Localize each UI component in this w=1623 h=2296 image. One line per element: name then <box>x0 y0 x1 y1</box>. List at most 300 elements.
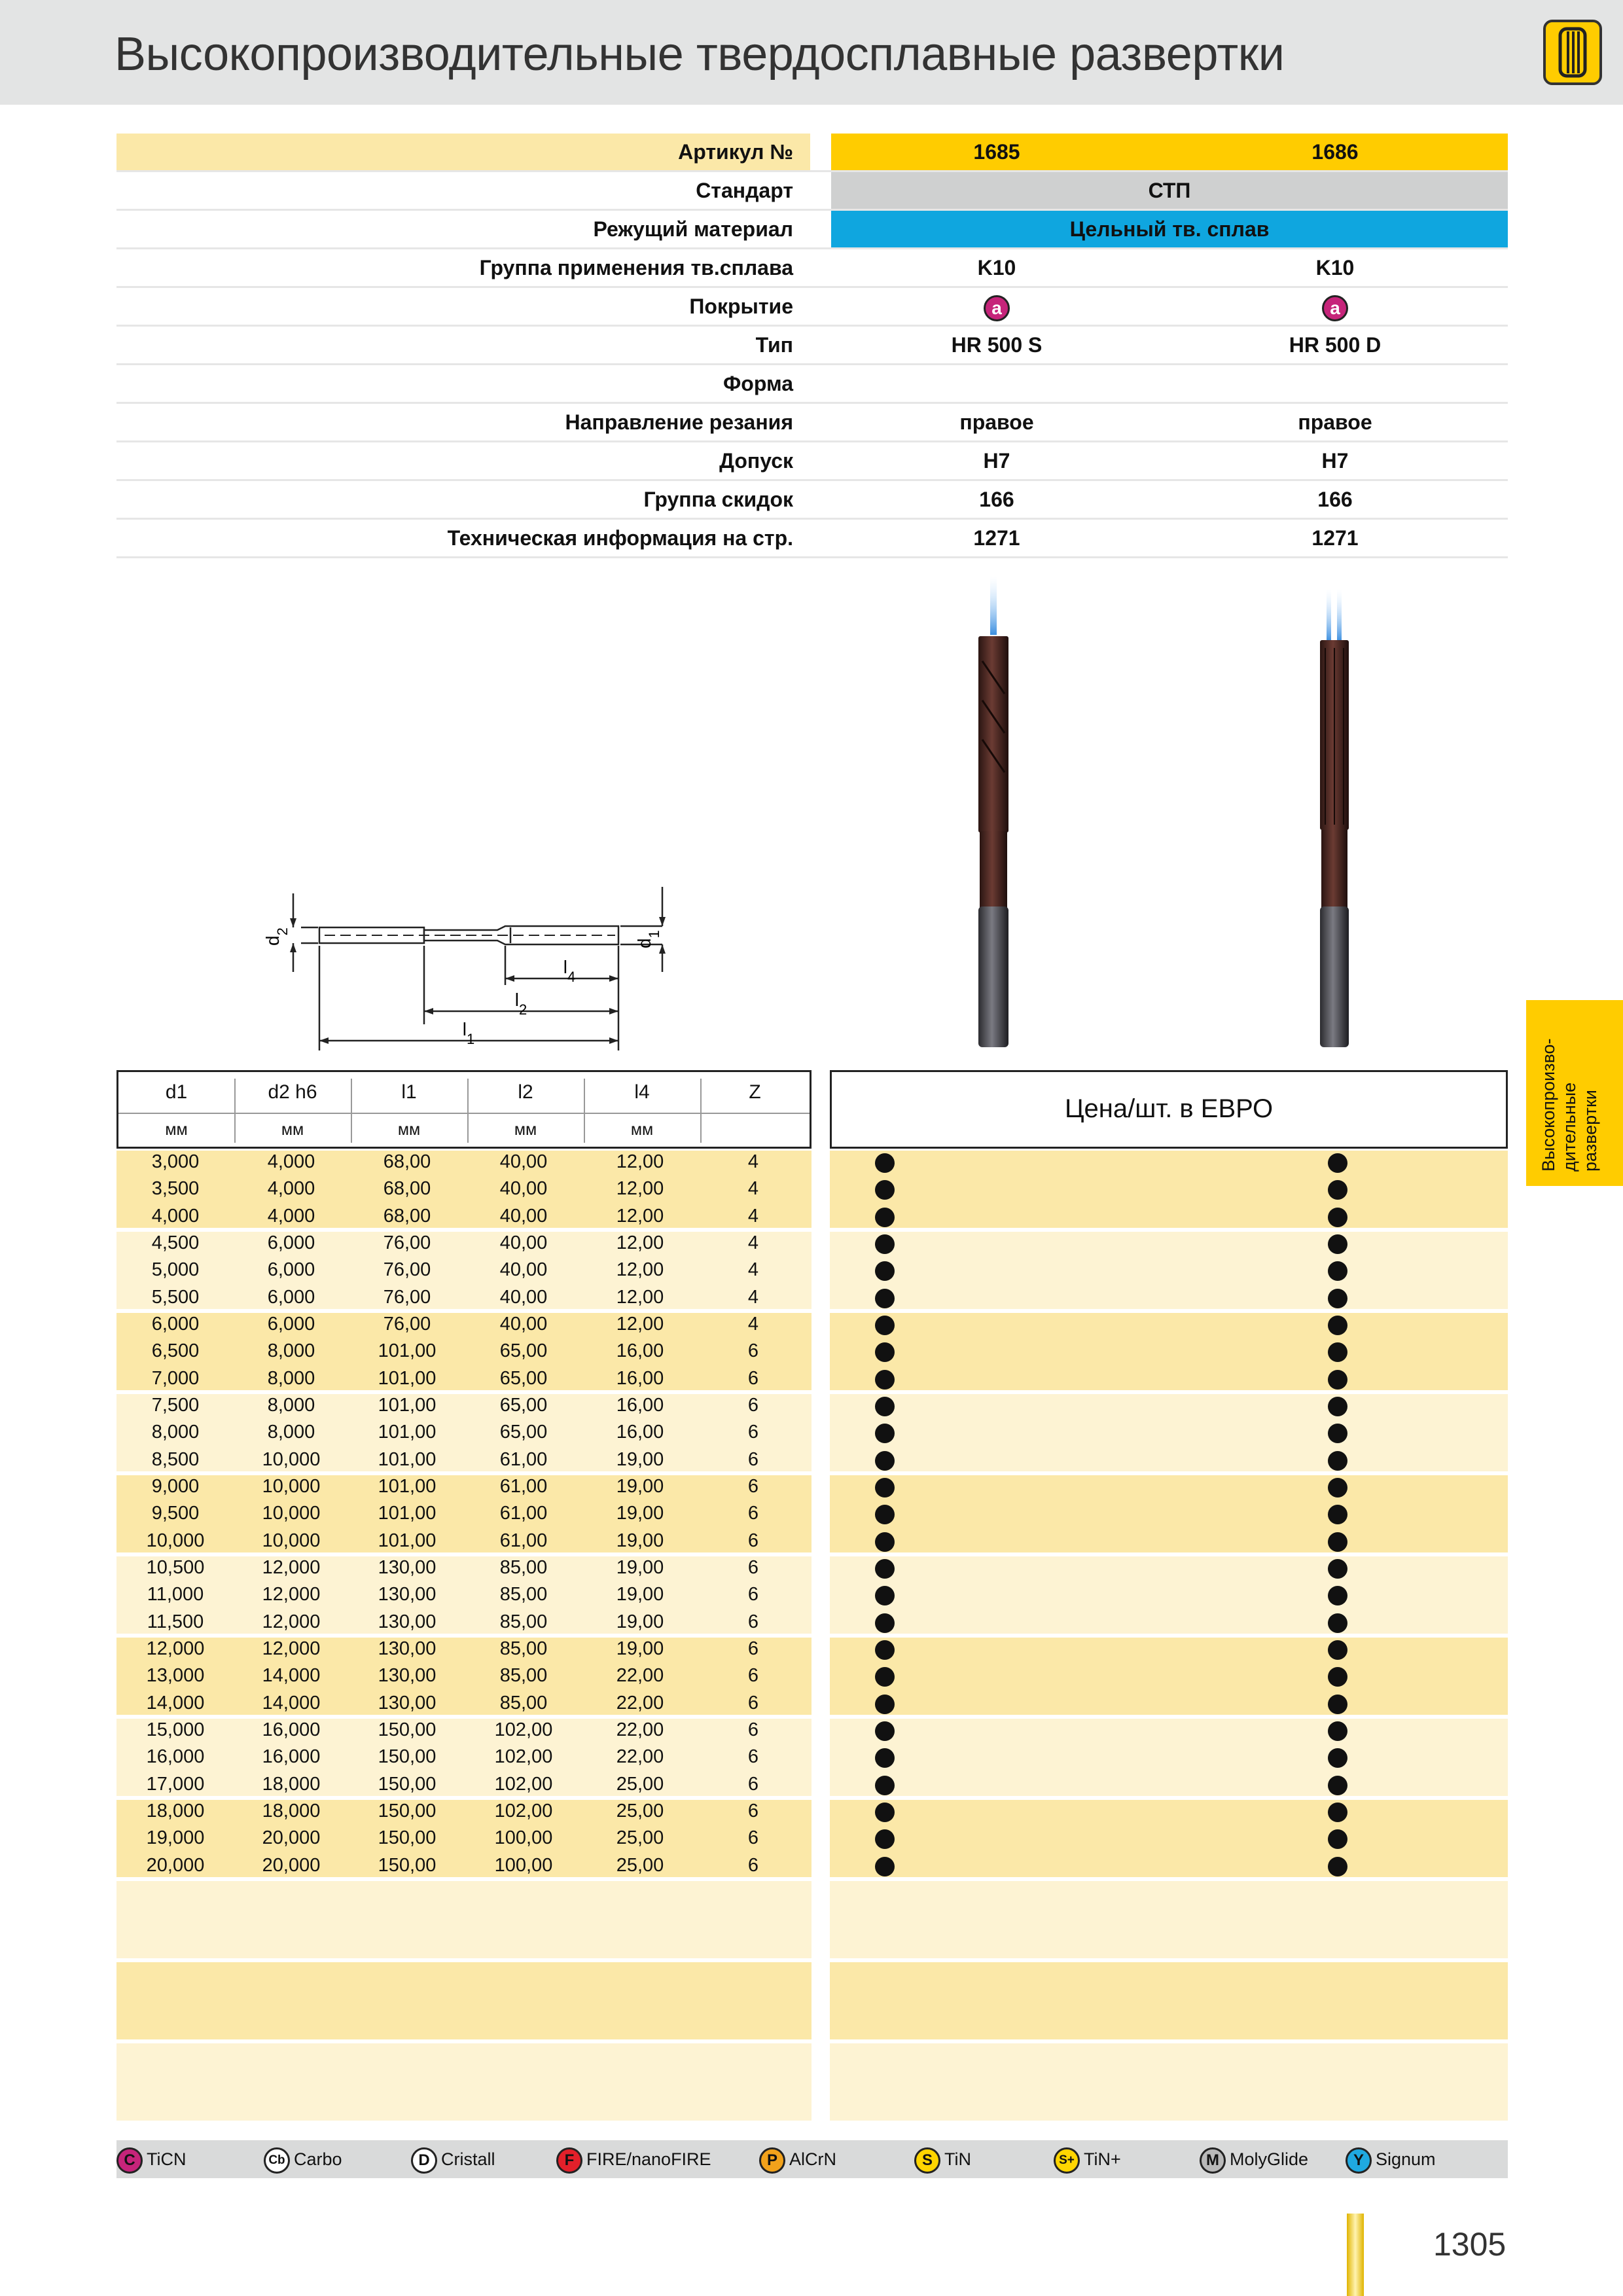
table-cell: 3,000 <box>151 1151 200 1172</box>
column-header: d1 <box>165 1081 188 1103</box>
page-number-bar <box>1347 2214 1364 2296</box>
table-cell: 11,500 <box>147 1611 204 1632</box>
table-cell: 65,00 <box>499 1394 548 1416</box>
availability-dot-1685 <box>875 1451 895 1471</box>
table-cell: 25,00 <box>616 1854 664 1876</box>
spec-value-1685: H7 <box>983 449 1010 473</box>
legend-item <box>264 2146 342 2172</box>
table-cell: 10,000 <box>262 1503 321 1524</box>
table-cell: 4 <box>747 1178 759 1200</box>
availability-dot-1685 <box>875 1748 895 1768</box>
table-cell: 6 <box>747 1556 759 1578</box>
table-cell: 40,00 <box>499 1259 548 1281</box>
spec-label: Стандарт <box>696 179 793 202</box>
spec-label: Группа применения тв.сплава <box>479 256 793 279</box>
table-cell: 17,000 <box>146 1773 205 1795</box>
table-cell: 6,000 <box>151 1313 200 1335</box>
table-cell: 19,00 <box>616 1611 664 1632</box>
dim-l1-label: $l_1$ <box>462 1019 475 1047</box>
spec-label: Тип <box>755 333 793 357</box>
table-cell: 10,000 <box>262 1448 321 1470</box>
table-cell: 6,000 <box>267 1286 315 1308</box>
side-tab-line: дительные <box>1560 1082 1579 1172</box>
spec-label: Допуск <box>719 449 793 473</box>
spec-value-1685: 166 <box>979 488 1014 511</box>
column-divider <box>700 1079 702 1143</box>
table-cell: 8,000 <box>267 1340 315 1362</box>
table-cell: 150,00 <box>378 1719 437 1740</box>
availability-dot-1685 <box>875 1208 895 1227</box>
spec-value-1686: H7 <box>1321 449 1349 473</box>
legend-item <box>759 2146 836 2172</box>
table-cell: 8,000 <box>267 1367 315 1389</box>
table-cell: 40,00 <box>499 1313 548 1335</box>
technical-drawing <box>262 880 681 1064</box>
table-cell: 6,000 <box>267 1313 315 1335</box>
table-cell: 11,000 <box>147 1584 204 1605</box>
table-cell: 4 <box>747 1259 759 1281</box>
table-cell: 130,00 <box>378 1638 437 1659</box>
legend-item <box>1200 2146 1308 2172</box>
availability-dot-1685 <box>875 1180 895 1200</box>
row-band-right <box>830 2043 1508 2121</box>
table-cell: 15,000 <box>146 1719 205 1740</box>
spec-value-1685 <box>876 365 1118 402</box>
availability-dot-1685 <box>875 1776 895 1795</box>
table-cell: 8,000 <box>267 1422 315 1443</box>
table-cell: 12,000 <box>262 1611 321 1632</box>
table-cell: 7,500 <box>151 1394 200 1416</box>
table-row <box>116 1149 1508 1175</box>
table-cell: 61,00 <box>499 1530 548 1551</box>
legend-label: MolyGlide <box>1230 2149 1309 2169</box>
spec-row <box>116 442 1508 481</box>
spec-label: Артикул № <box>678 140 793 164</box>
table-cell: 4 <box>747 1232 759 1253</box>
availability-dot-1686 <box>1328 1451 1347 1471</box>
availability-dot-1685 <box>875 1342 895 1362</box>
table-cell: 6,500 <box>151 1340 200 1362</box>
table-cell: 6 <box>747 1475 759 1497</box>
table-row <box>116 1554 1508 1581</box>
availability-dot-1685 <box>875 1667 895 1687</box>
table-cell: 18,000 <box>262 1773 321 1795</box>
legend-item <box>411 2146 495 2172</box>
table-row <box>116 1528 1508 1554</box>
spec-row <box>116 249 1508 288</box>
table-cell: 40,00 <box>499 1151 548 1172</box>
availability-dot-1686 <box>1328 1478 1347 1498</box>
availability-dot-1685 <box>875 1424 895 1443</box>
spec-row <box>116 327 1508 365</box>
table-cell: 16,00 <box>616 1367 664 1389</box>
table-cell: 12,00 <box>616 1286 664 1308</box>
table-cell: 65,00 <box>499 1367 548 1389</box>
availability-dot-1685 <box>875 1803 895 1822</box>
table-cell: 4 <box>747 1286 759 1308</box>
table-cell: 4 <box>747 1313 759 1335</box>
table-row <box>116 1636 1508 1662</box>
table-cell: 6 <box>747 1746 759 1768</box>
table-cell: 16,00 <box>616 1394 664 1416</box>
dimensions-header <box>116 1070 812 1149</box>
availability-dot-1685 <box>875 1316 895 1335</box>
table-cell: 9,000 <box>151 1475 200 1497</box>
availability-dot-1686 <box>1328 1424 1347 1443</box>
table-row <box>116 1203 1508 1230</box>
table-row <box>116 1852 1508 1879</box>
table-cell: 8,500 <box>151 1448 200 1470</box>
spec-row <box>116 481 1508 520</box>
table-row <box>116 1338 1508 1365</box>
spec-value-1686: K10 <box>1315 256 1355 279</box>
table-cell: 19,00 <box>616 1638 664 1659</box>
legend-item <box>1346 2146 1436 2172</box>
column-header: l1 <box>401 1081 417 1103</box>
coating-cristall-icon: D <box>411 2147 437 2174</box>
table-cell: 150,00 <box>378 1854 437 1876</box>
table-cell: 40,00 <box>499 1232 548 1253</box>
legend-label: Carbo <box>294 2149 342 2169</box>
table-cell: 102,00 <box>494 1800 553 1821</box>
coating-signum-icon: Y <box>1346 2147 1372 2174</box>
table-cell: 100,00 <box>494 1854 553 1876</box>
dim-d2-label: $d_2$ <box>262 927 291 946</box>
side-tab-line: Высокопроизво- <box>1539 1038 1558 1172</box>
legend-label: TiN <box>944 2149 971 2169</box>
table-cell: 101,00 <box>378 1367 437 1389</box>
spec-row <box>116 288 1508 327</box>
table-row <box>116 1419 1508 1446</box>
availability-dot-1686 <box>1328 1397 1347 1416</box>
availability-dot-1686 <box>1328 1370 1347 1390</box>
table-cell: 101,00 <box>378 1340 437 1362</box>
availability-dot-1686 <box>1328 1342 1347 1362</box>
availability-dot-1686 <box>1328 1153 1347 1173</box>
availability-dot-1686 <box>1328 1667 1347 1687</box>
table-cell: 12,00 <box>616 1205 664 1227</box>
row-band-right <box>830 1962 1508 2039</box>
page-number: 1305 <box>1433 2226 1507 2263</box>
column-header: d2 h6 <box>268 1081 317 1103</box>
column-divider <box>234 1079 236 1143</box>
table-cell: 68,00 <box>383 1178 431 1200</box>
table-cell: 85,00 <box>499 1556 548 1578</box>
table-cell: 3,500 <box>151 1178 200 1200</box>
availability-dot-1686 <box>1328 1857 1347 1876</box>
legend-item <box>556 2146 711 2172</box>
table-cell: 12,000 <box>262 1638 321 1659</box>
coating-ticn-icon: C <box>116 2147 143 2174</box>
table-cell: 7,000 <box>151 1367 200 1389</box>
row-band-left <box>116 1962 812 2039</box>
spec-span-value: СТП <box>1148 179 1191 202</box>
availability-dot-1685 <box>875 1370 895 1390</box>
legend-item <box>1054 2146 1121 2172</box>
table-cell: 6 <box>747 1854 759 1876</box>
table-cell: 150,00 <box>378 1746 437 1768</box>
table-cell: 6 <box>747 1530 759 1551</box>
table-cell: 25,00 <box>616 1827 664 1849</box>
column-unit: мм <box>514 1121 537 1139</box>
table-cell: 76,00 <box>383 1259 431 1281</box>
table-cell: 101,00 <box>378 1448 437 1470</box>
table-cell: 18,000 <box>146 1800 205 1821</box>
table-cell: 85,00 <box>499 1692 548 1713</box>
table-row <box>116 1609 1508 1636</box>
spec-value-1685: 1271 <box>973 526 1020 550</box>
table-cell: 65,00 <box>499 1340 548 1362</box>
availability-dot-1686 <box>1328 1829 1347 1849</box>
column-unit <box>700 1113 810 1147</box>
column-divider <box>467 1079 469 1143</box>
spec-row <box>116 134 1508 172</box>
table-cell: 25,00 <box>616 1800 664 1821</box>
price-header <box>830 1070 1508 1149</box>
availability-dot-1686 <box>1328 1695 1347 1714</box>
coating-carbo-icon: Cb <box>264 2147 290 2174</box>
reamer-logo-icon <box>1543 20 1602 85</box>
legend-label: Signum <box>1376 2149 1436 2169</box>
coating-tin-icon: S <box>914 2147 940 2174</box>
spec-label: Направление резания <box>565 410 793 434</box>
table-cell: 4,500 <box>151 1232 200 1253</box>
column-unit: мм <box>165 1121 188 1139</box>
availability-dot-1685 <box>875 1613 895 1633</box>
availability-dot-1686 <box>1328 1208 1347 1227</box>
table-cell: 4 <box>747 1205 759 1227</box>
spec-value-1685: 1685 <box>973 140 1020 164</box>
dim-l4-label: $l_4$ <box>563 957 576 985</box>
legend-item <box>116 2146 187 2172</box>
table-cell: 16,00 <box>616 1422 664 1443</box>
table-cell: 101,00 <box>378 1475 437 1497</box>
availability-dot-1685 <box>875 1532 895 1552</box>
table-cell: 85,00 <box>499 1584 548 1605</box>
table-row <box>116 1500 1508 1527</box>
availability-dot-1685 <box>875 1586 895 1605</box>
spec-value-1685: правое <box>959 410 1034 434</box>
table-cell: 100,00 <box>494 1827 553 1849</box>
table-row <box>116 1365 1508 1392</box>
column-header: l4 <box>634 1081 650 1103</box>
table-row <box>116 1798 1508 1825</box>
table-cell: 6 <box>747 1800 759 1821</box>
column-header: Z <box>749 1081 761 1103</box>
availability-dot-1686 <box>1328 1586 1347 1605</box>
coating-molyglide-icon: M <box>1200 2147 1226 2174</box>
table-cell: 19,00 <box>616 1448 664 1470</box>
table-cell: 10,000 <box>262 1475 321 1497</box>
availability-dot-1686 <box>1328 1234 1347 1254</box>
coating-a-icon: a <box>984 295 1010 321</box>
table-cell: 6 <box>747 1394 759 1416</box>
availability-dot-1685 <box>875 1397 895 1416</box>
table-row <box>116 1446 1508 1473</box>
table-row <box>116 1473 1508 1500</box>
table-cell: 9,500 <box>151 1503 200 1524</box>
spec-span-value: Цельный тв. сплав <box>1069 217 1270 241</box>
table-cell: 12,00 <box>616 1178 664 1200</box>
table-cell: 6 <box>747 1827 759 1849</box>
table-row <box>116 1257 1508 1283</box>
table-cell: 14,000 <box>146 1692 205 1713</box>
table-cell: 19,00 <box>616 1556 664 1578</box>
table-cell: 12,000 <box>146 1638 205 1659</box>
availability-dot-1685 <box>875 1261 895 1281</box>
table-cell: 20,000 <box>262 1854 321 1876</box>
legend-label: FIRE/nanoFIRE <box>586 2149 711 2169</box>
reamer-1686-photo <box>1306 576 1364 1054</box>
availability-dot-1686 <box>1328 1316 1347 1335</box>
table-row <box>116 1230 1508 1257</box>
table-cell: 18,000 <box>262 1800 321 1821</box>
availability-dot-1686 <box>1328 1803 1347 1822</box>
spec-row <box>116 404 1508 442</box>
table-cell: 8,000 <box>151 1422 200 1443</box>
availability-dot-1686 <box>1328 1180 1347 1200</box>
table-cell: 25,00 <box>616 1773 664 1795</box>
table-cell: 19,00 <box>616 1475 664 1497</box>
column-unit: мм <box>630 1121 654 1139</box>
table-row <box>116 1284 1508 1311</box>
availability-dot-1685 <box>875 1505 895 1524</box>
table-cell: 6 <box>747 1611 759 1632</box>
table-cell: 4,000 <box>151 1205 200 1227</box>
side-tab-label <box>1538 1001 1601 1172</box>
table-row <box>116 1392 1508 1419</box>
table-cell: 101,00 <box>378 1422 437 1443</box>
table-cell: 19,00 <box>616 1530 664 1551</box>
page-title: Высокопроизводительные твердосплавные развертки <box>115 28 1285 81</box>
table-cell: 16,00 <box>616 1340 664 1362</box>
table-cell: 6 <box>747 1692 759 1713</box>
reamer-1685-photo <box>965 576 1024 1054</box>
table-cell: 40,00 <box>499 1205 548 1227</box>
table-cell: 61,00 <box>499 1503 548 1524</box>
table-cell: 8,000 <box>267 1394 315 1416</box>
table-cell: 6 <box>747 1340 759 1362</box>
availability-dot-1685 <box>875 1695 895 1714</box>
spec-value-1686: HR 500 D <box>1289 333 1382 357</box>
table-cell: 101,00 <box>378 1503 437 1524</box>
table-cell: 19,000 <box>146 1827 205 1849</box>
table-cell: 12,00 <box>616 1313 664 1335</box>
table-cell: 76,00 <box>383 1232 431 1253</box>
spec-value-1685 <box>876 288 1118 325</box>
table-cell: 5,000 <box>151 1259 200 1281</box>
table-cell: 40,00 <box>499 1286 548 1308</box>
table-row <box>116 1662 1508 1689</box>
table-cell: 6 <box>747 1448 759 1470</box>
spec-label: Техническая информация на стр. <box>447 526 793 550</box>
table-cell: 130,00 <box>378 1556 437 1578</box>
availability-dot-1685 <box>875 1559 895 1579</box>
availability-dot-1686 <box>1328 1721 1347 1741</box>
table-cell: 76,00 <box>383 1313 431 1335</box>
availability-dot-1685 <box>875 1721 895 1741</box>
availability-dot-1685 <box>875 1234 895 1254</box>
spec-value-1686: правое <box>1298 410 1372 434</box>
table-cell: 40,00 <box>499 1178 548 1200</box>
availability-dot-1686 <box>1328 1559 1347 1579</box>
table-cell: 16,000 <box>262 1719 321 1740</box>
table-cell: 19,00 <box>616 1503 664 1524</box>
availability-dot-1686 <box>1328 1776 1347 1795</box>
table-cell: 4,000 <box>267 1151 315 1172</box>
table-cell: 101,00 <box>378 1530 437 1551</box>
table-row <box>116 1581 1508 1608</box>
table-cell: 6 <box>747 1367 759 1389</box>
table-row <box>116 1717 1508 1744</box>
table-cell: 65,00 <box>499 1422 548 1443</box>
table-cell: 150,00 <box>378 1773 437 1795</box>
table-cell: 130,00 <box>378 1611 437 1632</box>
spec-value-1686: 1271 <box>1311 526 1359 550</box>
table-row <box>116 1825 1508 1852</box>
dim-d1-label: $d_1$ <box>634 930 662 948</box>
column-divider <box>584 1079 585 1143</box>
table-cell: 6 <box>747 1719 759 1740</box>
table-cell: 6 <box>747 1503 759 1524</box>
dim-l2-label: $l_2$ <box>514 990 527 1018</box>
availability-dot-1685 <box>875 1478 895 1498</box>
availability-dot-1686 <box>1328 1640 1347 1660</box>
table-cell: 20,000 <box>146 1854 205 1876</box>
spec-row <box>116 211 1508 249</box>
table-cell: 5,500 <box>151 1286 200 1308</box>
legend-item <box>914 2146 971 2172</box>
availability-dot-1686 <box>1328 1261 1347 1281</box>
table-cell: 22,00 <box>616 1692 664 1713</box>
table-cell: 10,000 <box>146 1530 205 1551</box>
table-row <box>116 1690 1508 1717</box>
table-cell: 22,00 <box>616 1719 664 1740</box>
availability-dot-1685 <box>875 1857 895 1876</box>
availability-dot-1686 <box>1328 1748 1347 1768</box>
row-band-right <box>830 1881 1508 1958</box>
coating-tin-icon: S+ <box>1054 2147 1080 2174</box>
table-cell: 10,000 <box>262 1530 321 1551</box>
spec-label: Форма <box>722 372 793 395</box>
legend-label: Cristall <box>441 2149 495 2169</box>
price-header-title: Цена/шт. в ЕВРО <box>1064 1094 1274 1123</box>
availability-dot-1685 <box>875 1829 895 1849</box>
coating-a-icon: a <box>1322 295 1348 321</box>
table-cell: 19,00 <box>616 1584 664 1605</box>
spec-value-1686: 1686 <box>1311 140 1359 164</box>
legend-label: TiCN <box>147 2149 187 2169</box>
table-cell: 68,00 <box>383 1205 431 1227</box>
spec-value-1686 <box>1214 365 1456 402</box>
table-cell: 6 <box>747 1665 759 1687</box>
table-cell: 102,00 <box>494 1746 553 1768</box>
availability-dot-1685 <box>875 1640 895 1660</box>
table-cell: 150,00 <box>378 1827 437 1849</box>
table-cell: 4,000 <box>267 1178 315 1200</box>
table-cell: 22,00 <box>616 1665 664 1687</box>
table-cell: 6 <box>747 1422 759 1443</box>
coating-legend <box>116 2140 1508 2178</box>
table-cell: 61,00 <box>499 1448 548 1470</box>
table-cell: 16,000 <box>262 1746 321 1768</box>
availability-dot-1686 <box>1328 1613 1347 1633</box>
row-band-left <box>116 2043 812 2121</box>
table-cell: 6,000 <box>267 1259 315 1281</box>
column-header: l2 <box>518 1081 533 1103</box>
table-cell: 22,00 <box>616 1746 664 1768</box>
table-cell: 102,00 <box>494 1773 553 1795</box>
